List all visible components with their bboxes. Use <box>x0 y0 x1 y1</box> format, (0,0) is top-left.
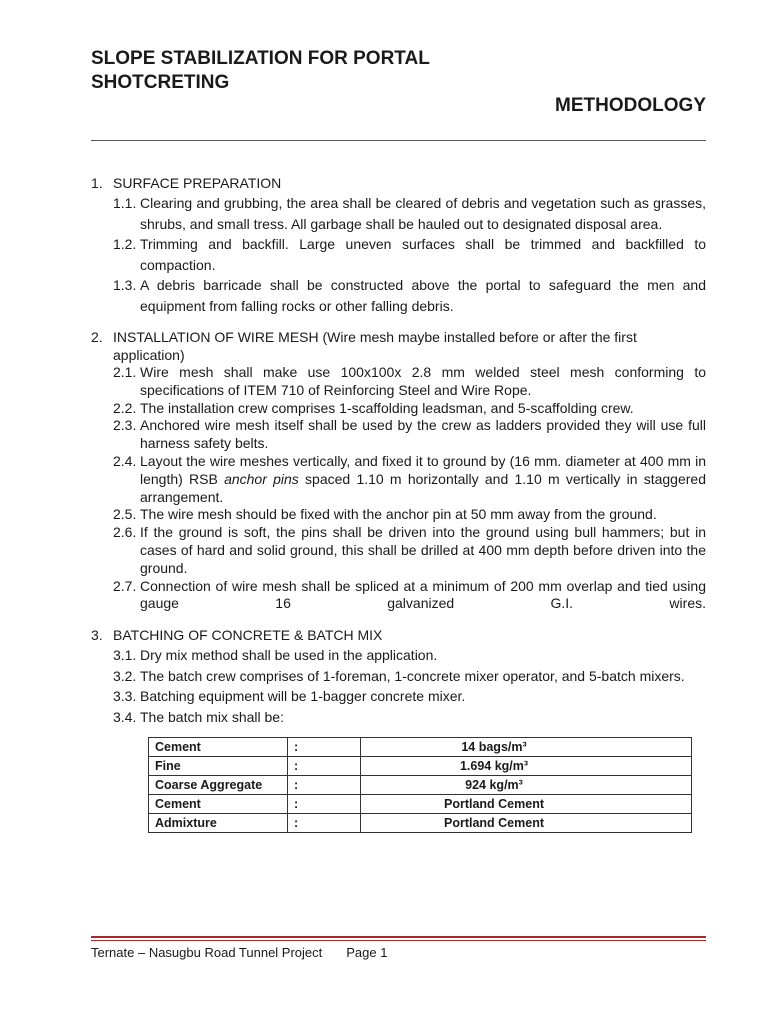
section-heading <box>91 625 706 645</box>
title-line-1: SLOPE STABILIZATION FOR PORTAL <box>91 48 430 69</box>
item-text-before: Layout the wire meshes vertically, and fixed it to ground by (16 mm. diameter at 400 mm in length) RSB <box>140 452 706 487</box>
item-text: The wire mesh should be fixed with the anchor pin at 50 mm away from the ground. <box>140 506 657 523</box>
item-text-italic: anchor pins <box>224 470 299 487</box>
batch-mix-table <box>148 737 692 833</box>
item-number: 3.3. <box>113 688 137 705</box>
item-text: Connection of wire mesh shall be spliced at a minimum of 200 mm overlap and tied using gauge 16 galvanized G.I. wires. <box>140 577 706 612</box>
item-text: Trimming and backfill. Large uneven surfaces shall be trimmed and backfilled to compaction. <box>140 236 706 273</box>
list-item <box>113 506 706 524</box>
section-heading <box>91 328 706 364</box>
footer-rule-thick <box>91 936 706 938</box>
list-item <box>113 364 706 400</box>
document-title <box>91 47 430 95</box>
item-number: 3.2. <box>113 667 137 684</box>
section-batching-of-concrete <box>91 625 706 833</box>
document-type-heading: METHODOLOGY <box>555 95 706 116</box>
material-cell: Cement <box>149 738 288 757</box>
table-row <box>149 795 692 814</box>
header-divider <box>91 140 706 141</box>
list-item <box>113 234 706 275</box>
table-row <box>149 757 692 776</box>
item-text <box>140 453 706 506</box>
separator-cell: : <box>288 757 361 776</box>
section-title: SURFACE PREPARATION <box>113 175 282 191</box>
item-number: 2.2. <box>113 399 137 416</box>
item-number: 3.4. <box>113 708 137 725</box>
item-text: A debris barricade shall be constructed above the portal to safeguard the men and equipment from falling rocks or other falling debris. <box>140 277 706 314</box>
section-installation-wire-mesh <box>91 328 706 613</box>
value-cell: 14 bags/m³ <box>361 738 692 757</box>
section-title: BATCHING OF CONCRETE & BATCH MIX <box>113 627 383 644</box>
footer-page-number: Page 1 <box>346 945 388 960</box>
table-row <box>149 738 692 757</box>
item-number: 2.6. <box>113 524 137 541</box>
item-number: 2.3. <box>113 417 137 434</box>
value-cell: Portland Cement <box>361 795 692 814</box>
list-item <box>113 453 706 506</box>
list-item <box>113 645 706 666</box>
section-title: INSTALLATION OF WIRE MESH (Wire mesh maybe installed before or after the first application) <box>113 329 637 363</box>
separator-cell: : <box>288 738 361 757</box>
section-heading <box>91 173 706 193</box>
item-number: 2.7. <box>113 577 137 594</box>
section-surface-preparation <box>91 173 706 316</box>
material-cell: Cement <box>149 795 288 814</box>
separator-cell: : <box>288 814 361 833</box>
list-item <box>113 417 706 453</box>
title-line-2: SHOTCRETING <box>91 72 230 93</box>
document-body <box>91 173 706 845</box>
item-number: 2.1. <box>113 364 137 380</box>
item-text: The batch mix shall be: <box>140 708 284 725</box>
list-item <box>113 400 706 418</box>
section-number: 1. <box>91 175 103 191</box>
list-item <box>113 686 706 707</box>
item-text: Dry mix method shall be used in the application. <box>140 647 438 664</box>
separator-cell: : <box>288 795 361 814</box>
item-number: 2.4. <box>113 452 137 469</box>
list-item <box>113 666 706 687</box>
item-number: 2.5. <box>113 506 137 523</box>
item-text: If the ground is soft, the pins shall be driven into the ground using bull hammers; but in cases of hard and solid ground, this shall be drilled at 400 mm depth before driven into the ground. <box>140 524 706 576</box>
item-number: 1.2. <box>113 236 137 252</box>
item-text-after: spaced 1.10 m horizontally and 1.10 m vertically in staggered arrangement. <box>140 470 706 505</box>
section-number: 3. <box>91 627 103 644</box>
list-item <box>113 193 706 234</box>
item-text: Anchored wire mesh itself shall be used by the crew as ladders provided they will use full harness safety belts. <box>140 417 706 452</box>
value-cell: 924 kg/m³ <box>361 776 692 795</box>
list-item <box>113 275 706 316</box>
table-row <box>149 814 692 833</box>
value-cell: Portland Cement <box>361 814 692 833</box>
list-item <box>113 524 706 577</box>
item-number: 1.1. <box>113 195 137 211</box>
list-item <box>113 578 706 614</box>
material-cell: Coarse Aggregate <box>149 776 288 795</box>
item-number: 1.3. <box>113 277 137 293</box>
item-text: Batching equipment will be 1-bagger concrete mixer. <box>140 688 466 705</box>
item-text: The installation crew comprises 1-scaffolding leadsman, and 5-scaffolding crew. <box>140 399 634 416</box>
item-text: The batch crew comprises of 1-foreman, 1-concrete mixer operator, and 5-batch mixers. <box>140 667 685 684</box>
material-cell: Admixture <box>149 814 288 833</box>
list-item <box>113 707 706 728</box>
item-number: 3.1. <box>113 647 137 664</box>
table-row <box>149 776 692 795</box>
section-items <box>91 193 706 316</box>
section-number: 2. <box>91 329 103 345</box>
section-items <box>91 645 706 727</box>
value-cell: 1.694 kg/m³ <box>361 757 692 776</box>
separator-cell: : <box>288 776 361 795</box>
footer-rule-thin <box>91 940 706 941</box>
item-text: Wire mesh shall make use 100x100x 2.8 mm welded steel mesh conforming to specifications of ITEM 710 of Reinforcing Steel and Wire Rope. <box>140 364 706 398</box>
section-items <box>91 364 706 613</box>
item-text: Clearing and grubbing, the area shall be cleared of debris and vegetation such as grasses, shrubs, and small tress. All garbage shall be hauled out to designated disposal area. <box>140 195 706 232</box>
page-footer <box>91 945 387 960</box>
footer-project-name: Ternate – Nasugbu Road Tunnel Project <box>91 945 323 960</box>
material-cell: Fine <box>149 757 288 776</box>
